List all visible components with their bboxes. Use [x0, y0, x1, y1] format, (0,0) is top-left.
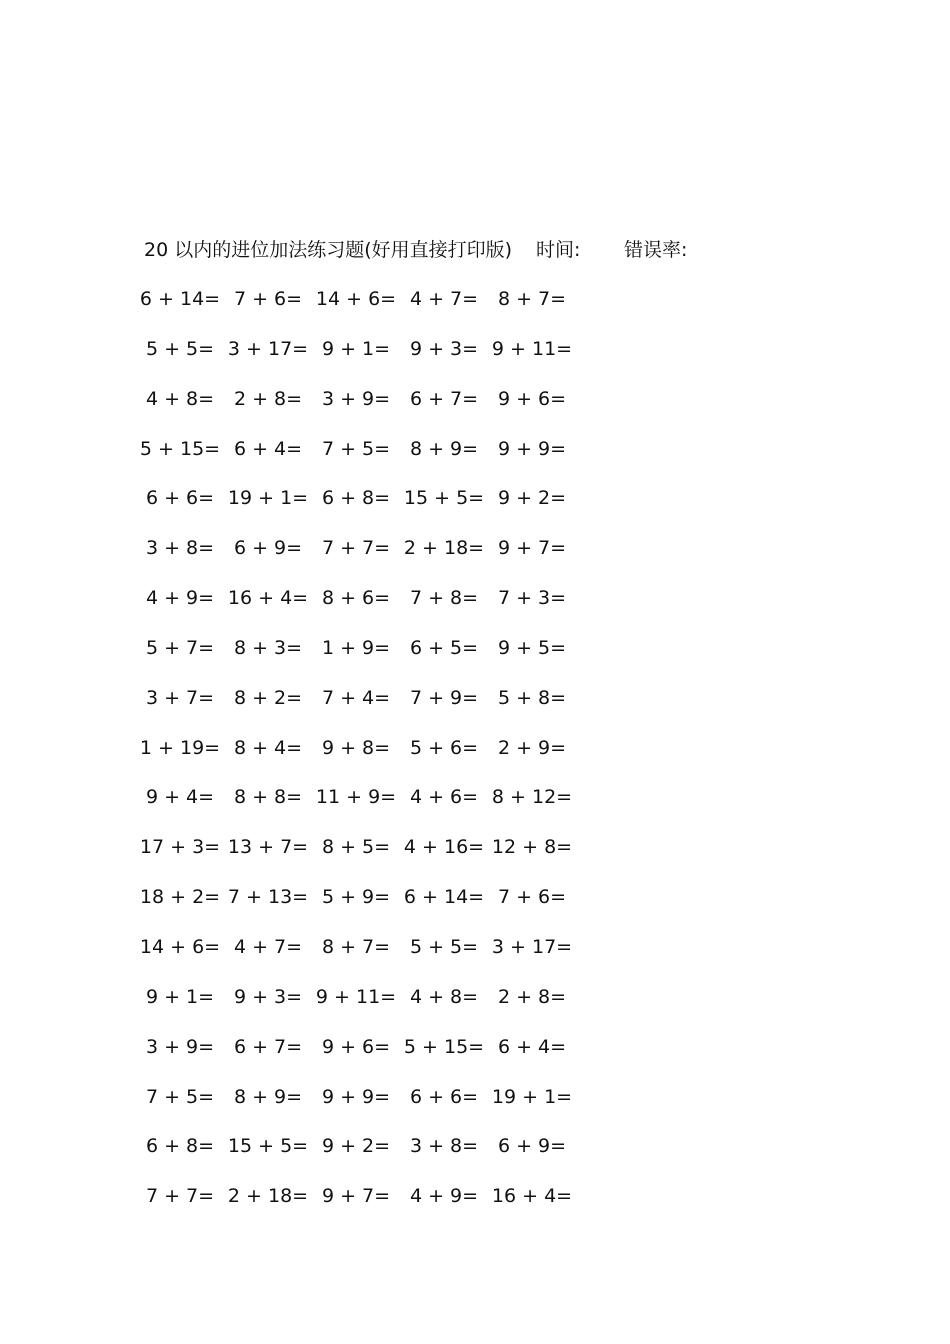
addition-problem: 6 + 4= — [497, 1035, 567, 1058]
problem-row — [144, 483, 604, 533]
addition-problem: 3 + 9= — [145, 1035, 215, 1058]
addition-problem: 9 + 1= — [321, 337, 391, 360]
addition-problem: 4 + 6= — [409, 786, 479, 809]
problem-row — [139, 832, 604, 882]
addition-problem: 3 + 9= — [321, 387, 391, 410]
addition-problem: 8 + 2= — [233, 686, 303, 709]
addition-problem: 4 + 8= — [409, 985, 479, 1008]
addition-problem: 17 + 3= — [139, 836, 221, 859]
error-rate-label: 错误率: — [624, 239, 688, 261]
addition-problem: 2 + 8= — [233, 387, 303, 410]
addition-problem: 18 + 2= — [139, 886, 221, 909]
addition-problem: 9 + 7= — [321, 1185, 391, 1208]
addition-problem: 12 + 8= — [491, 836, 573, 859]
addition-problem: 9 + 4= — [145, 786, 215, 809]
addition-problem: 7 + 9= — [409, 686, 479, 709]
addition-problem: 9 + 1= — [145, 985, 215, 1008]
addition-problem: 19 + 1= — [227, 487, 309, 510]
addition-problem: 9 + 2= — [497, 487, 567, 510]
addition-problem: 15 + 5= — [403, 487, 485, 510]
addition-problem: 7 + 7= — [321, 537, 391, 560]
addition-problem: 4 + 7= — [409, 288, 479, 310]
problem-row — [144, 1181, 604, 1231]
addition-problem: 8 + 5= — [321, 836, 391, 859]
addition-problem: 5 + 9= — [321, 886, 391, 909]
addition-problem: 8 + 9= — [233, 1085, 303, 1108]
addition-problem: 8 + 9= — [409, 437, 479, 460]
addition-problem: 9 + 3= — [409, 337, 479, 360]
addition-problem: 6 + 9= — [233, 537, 303, 560]
addition-problem: 9 + 8= — [321, 736, 391, 759]
addition-problem: 3 + 8= — [409, 1135, 479, 1158]
addition-problem: 9 + 6= — [321, 1035, 391, 1058]
addition-problem: 2 + 9= — [497, 736, 567, 759]
addition-problem: 4 + 8= — [145, 387, 215, 410]
addition-problem: 4 + 7= — [233, 935, 303, 958]
addition-problem: 7 + 5= — [145, 1085, 215, 1108]
addition-problem: 8 + 4= — [233, 736, 303, 759]
addition-problem: 7 + 4= — [321, 686, 391, 709]
addition-problem: 15 + 5= — [227, 1135, 309, 1158]
problem-row — [139, 434, 604, 484]
problem-row — [144, 1032, 604, 1082]
addition-problem: 7 + 3= — [497, 587, 567, 610]
problem-row — [144, 633, 604, 683]
addition-problem: 5 + 15= — [139, 437, 221, 460]
addition-problem: 9 + 9= — [321, 1085, 391, 1108]
addition-problem: 4 + 9= — [145, 587, 215, 610]
addition-problem: 4 + 9= — [409, 1185, 479, 1208]
addition-problem: 8 + 6= — [321, 587, 391, 610]
addition-problem: 14 + 6= — [139, 935, 221, 958]
addition-problem: 2 + 18= — [403, 537, 485, 560]
addition-problem: 5 + 15= — [403, 1035, 485, 1058]
addition-problem: 9 + 5= — [497, 636, 567, 659]
addition-problem: 6 + 8= — [145, 1135, 215, 1158]
addition-problem: 8 + 12= — [491, 786, 573, 809]
addition-problem: 5 + 7= — [145, 636, 215, 659]
addition-problem: 7 + 7= — [145, 1185, 215, 1208]
addition-problem: 6 + 8= — [321, 487, 391, 510]
addition-problem: 6 + 6= — [409, 1085, 479, 1108]
addition-problem: 6 + 9= — [497, 1135, 567, 1158]
addition-problem: 16 + 4= — [227, 587, 309, 610]
problem-row — [139, 284, 604, 334]
addition-problem: 4 + 16= — [403, 836, 485, 859]
addition-problem: 1 + 9= — [321, 636, 391, 659]
addition-problem: 13 + 7= — [227, 836, 309, 859]
addition-problem: 5 + 5= — [409, 935, 479, 958]
problem-grid — [139, 284, 604, 1231]
worksheet-title: 20 以内的进位加法练习题(好用直接打印版) — [144, 239, 513, 261]
addition-problem: 6 + 14= — [139, 288, 221, 310]
addition-problem: 8 + 3= — [233, 636, 303, 659]
addition-problem: 9 + 11= — [315, 985, 397, 1008]
addition-problem: 9 + 7= — [497, 537, 567, 560]
addition-problem: 7 + 6= — [233, 288, 303, 310]
problem-row — [139, 882, 604, 932]
addition-problem: 9 + 9= — [497, 437, 567, 460]
addition-problem: 5 + 5= — [145, 337, 215, 360]
addition-problem: 3 + 8= — [145, 537, 215, 560]
addition-problem: 19 + 1= — [491, 1085, 573, 1108]
addition-problem: 2 + 8= — [497, 985, 567, 1008]
problem-row — [144, 583, 604, 633]
problem-row — [144, 334, 604, 384]
problem-row — [144, 1082, 604, 1132]
addition-problem: 9 + 3= — [233, 985, 303, 1008]
addition-problem: 8 + 8= — [233, 786, 303, 809]
problem-row — [139, 733, 604, 783]
addition-problem: 3 + 17= — [491, 935, 573, 958]
addition-problem: 7 + 5= — [321, 437, 391, 460]
addition-problem: 3 + 7= — [145, 686, 215, 709]
addition-problem: 3 + 17= — [227, 337, 309, 360]
problem-row — [144, 384, 604, 434]
problem-row — [144, 1131, 604, 1181]
time-label: 时间: — [536, 239, 581, 261]
problem-row — [144, 782, 604, 832]
addition-problem: 7 + 6= — [497, 886, 567, 909]
addition-problem: 9 + 2= — [321, 1135, 391, 1158]
addition-problem: 8 + 7= — [497, 288, 567, 310]
problem-row — [144, 533, 604, 583]
addition-problem: 14 + 6= — [315, 288, 397, 310]
addition-problem: 11 + 9= — [315, 786, 397, 809]
addition-problem: 9 + 6= — [497, 387, 567, 410]
problem-row — [139, 932, 604, 982]
addition-problem: 6 + 6= — [145, 487, 215, 510]
addition-problem: 6 + 4= — [233, 437, 303, 460]
addition-problem: 6 + 14= — [403, 886, 485, 909]
problem-row — [144, 683, 604, 733]
addition-problem: 2 + 18= — [227, 1185, 309, 1208]
addition-problem: 9 + 11= — [491, 337, 573, 360]
addition-problem: 6 + 7= — [409, 387, 479, 410]
addition-problem: 8 + 7= — [321, 935, 391, 958]
addition-problem: 5 + 6= — [409, 736, 479, 759]
addition-problem: 6 + 7= — [233, 1035, 303, 1058]
addition-problem: 5 + 8= — [497, 686, 567, 709]
addition-problem: 16 + 4= — [491, 1185, 573, 1208]
addition-problem: 1 + 19= — [139, 736, 221, 759]
addition-problem: 7 + 13= — [227, 886, 309, 909]
addition-problem: 7 + 8= — [409, 587, 479, 610]
addition-problem: 6 + 5= — [409, 636, 479, 659]
problem-row — [144, 982, 604, 1032]
